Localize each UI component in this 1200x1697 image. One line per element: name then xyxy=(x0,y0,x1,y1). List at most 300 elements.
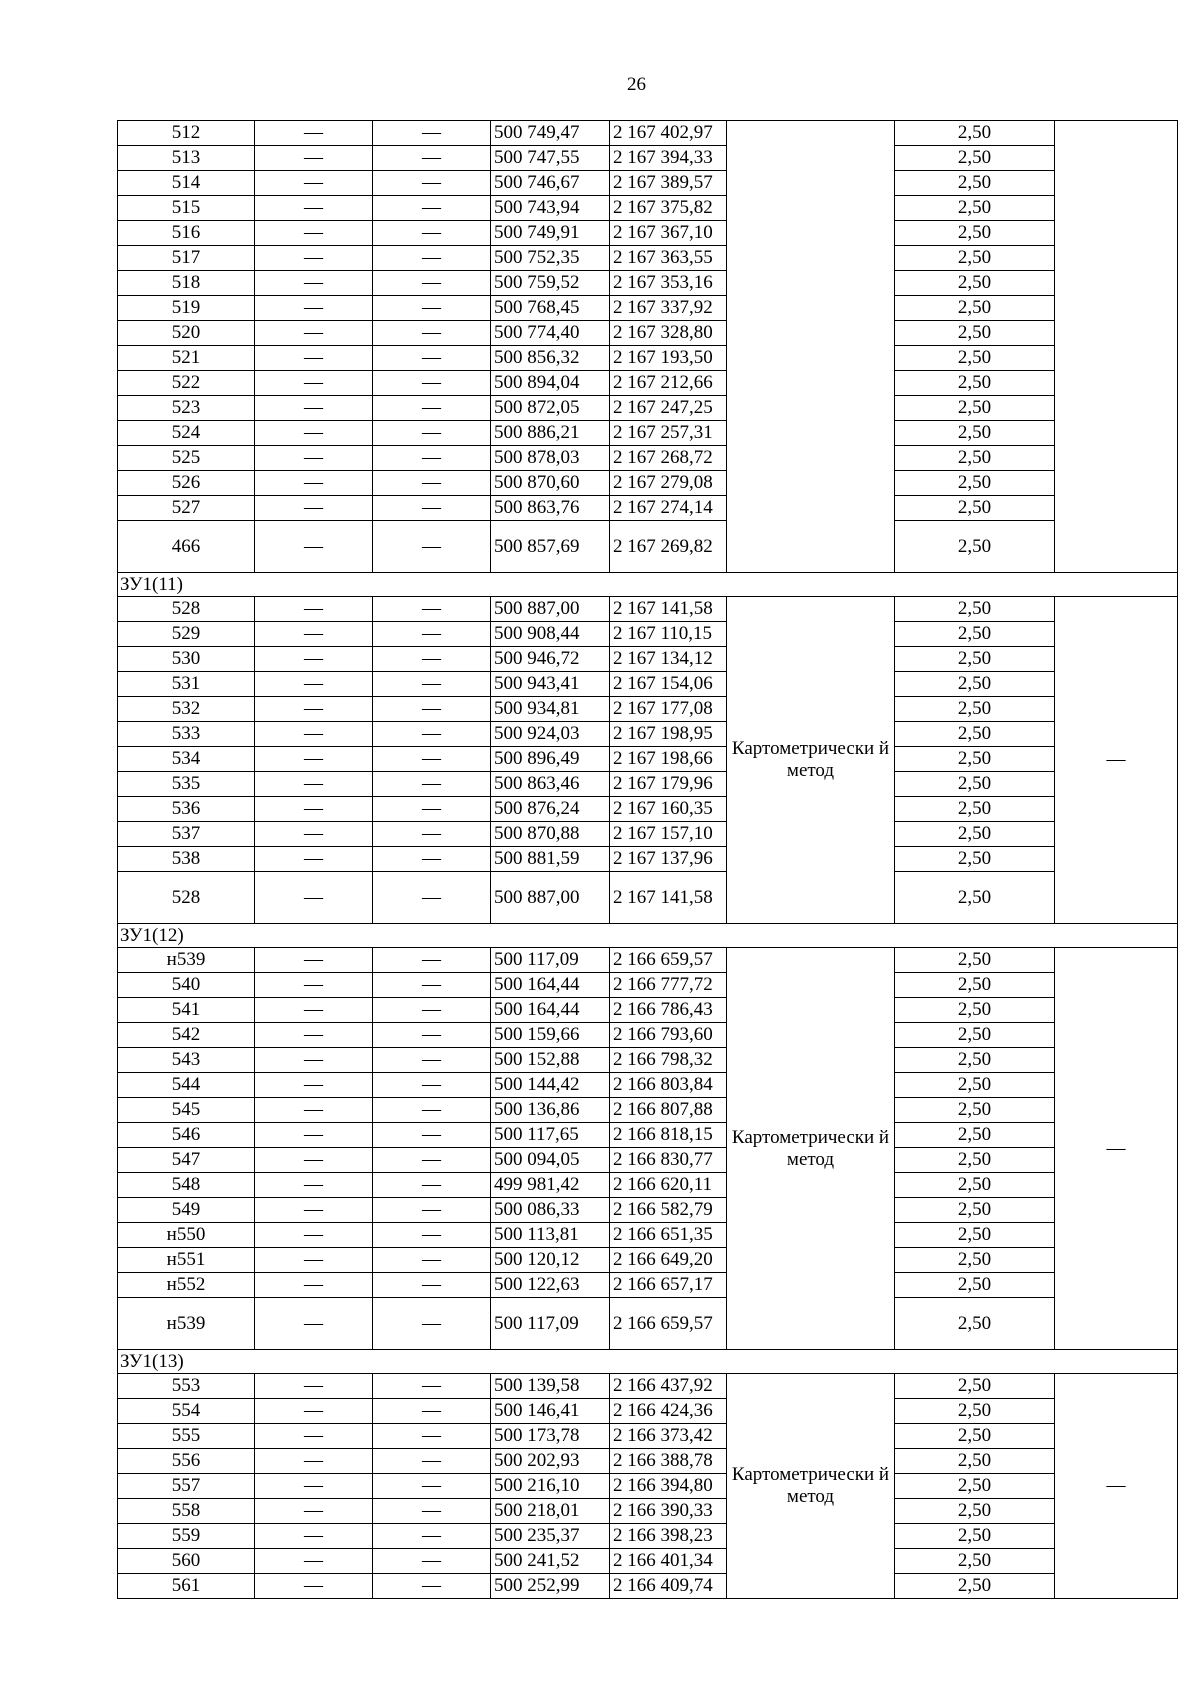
old-x-cell: — xyxy=(255,872,373,924)
table-row xyxy=(118,346,1178,371)
table-row xyxy=(118,146,1178,171)
point-number-cell: 560 xyxy=(118,1549,255,1574)
point-number-cell: 549 xyxy=(118,1198,255,1223)
new-y-cell: 2 166 401,34 xyxy=(610,1549,727,1574)
point-number-cell: 514 xyxy=(118,171,255,196)
point-number-cell: 553 xyxy=(118,1374,255,1399)
old-y-cell: — xyxy=(373,1273,491,1298)
new-x-cell: 500 136,86 xyxy=(491,1098,610,1123)
accuracy-cell: 2,50 xyxy=(895,747,1055,772)
new-y-cell: 2 167 177,08 xyxy=(610,697,727,722)
point-number-cell: 525 xyxy=(118,446,255,471)
new-x-cell: 500 122,63 xyxy=(491,1273,610,1298)
point-number-cell: н550 xyxy=(118,1223,255,1248)
extra-cell: — xyxy=(1055,597,1178,924)
old-y-cell: — xyxy=(373,421,491,446)
old-x-cell: — xyxy=(255,471,373,496)
accuracy-cell: 2,50 xyxy=(895,697,1055,722)
accuracy-cell: 2,50 xyxy=(895,221,1055,246)
old-y-cell: — xyxy=(373,371,491,396)
section-header-row xyxy=(118,924,1178,948)
old-x-cell: — xyxy=(255,1073,373,1098)
old-y-cell: — xyxy=(373,1073,491,1098)
table-row xyxy=(118,1524,1178,1549)
accuracy-cell: 2,50 xyxy=(895,1123,1055,1148)
old-y-cell: — xyxy=(373,1524,491,1549)
old-x-cell: — xyxy=(255,1198,373,1223)
new-x-cell: 500 881,59 xyxy=(491,847,610,872)
accuracy-cell: 2,50 xyxy=(895,1374,1055,1399)
accuracy-cell: 2,50 xyxy=(895,396,1055,421)
old-x-cell: — xyxy=(255,1524,373,1549)
old-x-cell: — xyxy=(255,1248,373,1273)
old-y-cell: — xyxy=(373,1248,491,1273)
point-number-cell: 517 xyxy=(118,246,255,271)
old-x-cell: — xyxy=(255,672,373,697)
point-number-cell: 542 xyxy=(118,1023,255,1048)
new-y-cell: 2 166 373,42 xyxy=(610,1424,727,1449)
old-y-cell: — xyxy=(373,396,491,421)
old-y-cell: — xyxy=(373,847,491,872)
accuracy-cell: 2,50 xyxy=(895,1399,1055,1424)
new-y-cell: 2 166 649,20 xyxy=(610,1248,727,1273)
new-y-cell: 2 167 389,57 xyxy=(610,171,727,196)
old-x-cell: — xyxy=(255,296,373,321)
table-row xyxy=(118,471,1178,496)
point-number-cell: 538 xyxy=(118,847,255,872)
section-header-row xyxy=(118,573,1178,597)
new-x-cell: 500 173,78 xyxy=(491,1424,610,1449)
accuracy-cell: 2,50 xyxy=(895,496,1055,521)
new-x-cell: 500 252,99 xyxy=(491,1574,610,1599)
old-y-cell: — xyxy=(373,722,491,747)
table-row xyxy=(118,496,1178,521)
point-number-cell: 547 xyxy=(118,1148,255,1173)
accuracy-cell: 2,50 xyxy=(895,1073,1055,1098)
new-y-cell: 2 166 657,17 xyxy=(610,1273,727,1298)
table-row xyxy=(118,421,1178,446)
old-y-cell: — xyxy=(373,1123,491,1148)
old-x-cell: — xyxy=(255,1399,373,1424)
old-y-cell: — xyxy=(373,1374,491,1399)
table-row xyxy=(118,1073,1178,1098)
new-y-cell: 2 167 141,58 xyxy=(610,872,727,924)
new-y-cell: 2 167 141,58 xyxy=(610,597,727,622)
extra-cell: — xyxy=(1055,1374,1178,1599)
table-row xyxy=(118,1173,1178,1198)
new-y-cell: 2 167 257,31 xyxy=(610,421,727,446)
old-x-cell: — xyxy=(255,1048,373,1073)
point-number-cell: 512 xyxy=(118,121,255,146)
new-y-cell: 2 167 193,50 xyxy=(610,346,727,371)
new-y-cell: 2 166 582,79 xyxy=(610,1198,727,1223)
new-x-cell: 500 218,01 xyxy=(491,1499,610,1524)
old-y-cell: — xyxy=(373,1098,491,1123)
point-number-cell: 519 xyxy=(118,296,255,321)
table-row xyxy=(118,296,1178,321)
accuracy-cell: 2,50 xyxy=(895,521,1055,573)
section-label: ЗУ1(11) xyxy=(118,573,1178,597)
new-x-cell: 500 887,00 xyxy=(491,597,610,622)
page-number: 26 xyxy=(627,74,646,95)
old-y-cell: — xyxy=(373,672,491,697)
method-cell: Картометрически й метод xyxy=(727,1374,895,1599)
point-number-cell: 537 xyxy=(118,822,255,847)
table-row xyxy=(118,948,1178,973)
new-y-cell: 2 167 110,15 xyxy=(610,622,727,647)
new-x-cell: 500 146,41 xyxy=(491,1399,610,1424)
new-y-cell: 2 166 786,43 xyxy=(610,998,727,1023)
new-x-cell: 500 908,44 xyxy=(491,622,610,647)
old-x-cell: — xyxy=(255,196,373,221)
new-y-cell: 2 166 388,78 xyxy=(610,1449,727,1474)
old-x-cell: — xyxy=(255,597,373,622)
accuracy-cell: 2,50 xyxy=(895,672,1055,697)
table-row xyxy=(118,973,1178,998)
new-y-cell: 2 166 798,32 xyxy=(610,1048,727,1073)
point-number-cell: н552 xyxy=(118,1273,255,1298)
accuracy-cell: 2,50 xyxy=(895,772,1055,797)
old-y-cell: — xyxy=(373,1048,491,1073)
accuracy-cell: 2,50 xyxy=(895,797,1055,822)
new-x-cell: 500 746,67 xyxy=(491,171,610,196)
table-row xyxy=(118,196,1178,221)
point-number-cell: 523 xyxy=(118,396,255,421)
accuracy-cell: 2,50 xyxy=(895,1223,1055,1248)
point-number-cell: 528 xyxy=(118,872,255,924)
new-y-cell: 2 167 367,10 xyxy=(610,221,727,246)
new-y-cell: 2 167 279,08 xyxy=(610,471,727,496)
old-y-cell: — xyxy=(373,948,491,973)
new-x-cell: 500 117,09 xyxy=(491,948,610,973)
old-y-cell: — xyxy=(373,1198,491,1223)
old-x-cell: — xyxy=(255,998,373,1023)
accuracy-cell: 2,50 xyxy=(895,948,1055,973)
old-y-cell: — xyxy=(373,221,491,246)
accuracy-cell: 2,50 xyxy=(895,622,1055,647)
new-y-cell: 2 166 818,15 xyxy=(610,1123,727,1148)
extra-cell: — xyxy=(1055,948,1178,1350)
old-y-cell: — xyxy=(373,1148,491,1173)
new-x-cell: 500 202,93 xyxy=(491,1449,610,1474)
old-y-cell: — xyxy=(373,622,491,647)
table-row xyxy=(118,722,1178,747)
new-x-cell: 500 863,76 xyxy=(491,496,610,521)
old-x-cell: — xyxy=(255,1499,373,1524)
new-x-cell: 500 241,52 xyxy=(491,1549,610,1574)
point-number-cell: 530 xyxy=(118,647,255,672)
table-row xyxy=(118,998,1178,1023)
accuracy-cell: 2,50 xyxy=(895,1474,1055,1499)
point-number-cell: 536 xyxy=(118,797,255,822)
table-row xyxy=(118,1399,1178,1424)
new-x-cell: 500 120,12 xyxy=(491,1248,610,1273)
table-row xyxy=(118,1574,1178,1599)
new-x-cell: 500 086,33 xyxy=(491,1198,610,1223)
new-x-cell: 500 743,94 xyxy=(491,196,610,221)
new-y-cell: 2 166 424,36 xyxy=(610,1399,727,1424)
old-y-cell: — xyxy=(373,1424,491,1449)
point-number-cell: н551 xyxy=(118,1248,255,1273)
new-x-cell: 500 878,03 xyxy=(491,446,610,471)
new-y-cell: 2 167 402,97 xyxy=(610,121,727,146)
old-x-cell: — xyxy=(255,421,373,446)
point-number-cell: 533 xyxy=(118,722,255,747)
new-x-cell: 500 876,24 xyxy=(491,797,610,822)
new-x-cell: 500 872,05 xyxy=(491,396,610,421)
point-number-cell: 561 xyxy=(118,1574,255,1599)
accuracy-cell: 2,50 xyxy=(895,1524,1055,1549)
old-x-cell: — xyxy=(255,847,373,872)
old-x-cell: — xyxy=(255,1123,373,1148)
table-row xyxy=(118,622,1178,647)
new-x-cell: 500 759,52 xyxy=(491,271,610,296)
point-number-cell: 521 xyxy=(118,346,255,371)
point-number-cell: 545 xyxy=(118,1098,255,1123)
table-row xyxy=(118,271,1178,296)
old-x-cell: — xyxy=(255,647,373,672)
new-y-cell: 2 166 807,88 xyxy=(610,1098,727,1123)
new-x-cell: 500 768,45 xyxy=(491,296,610,321)
accuracy-cell: 2,50 xyxy=(895,647,1055,672)
point-number-cell: 546 xyxy=(118,1123,255,1148)
new-x-cell: 500 117,09 xyxy=(491,1298,610,1350)
table-row xyxy=(118,1549,1178,1574)
old-x-cell: — xyxy=(255,697,373,722)
old-y-cell: — xyxy=(373,246,491,271)
method-cell: Картометрически й метод xyxy=(727,948,895,1350)
accuracy-cell: 2,50 xyxy=(895,1198,1055,1223)
table-row xyxy=(118,1424,1178,1449)
table-row xyxy=(118,1273,1178,1298)
point-number-cell: 534 xyxy=(118,747,255,772)
table-row xyxy=(118,246,1178,271)
accuracy-cell: 2,50 xyxy=(895,421,1055,446)
old-x-cell: — xyxy=(255,371,373,396)
new-y-cell: 2 166 651,35 xyxy=(610,1223,727,1248)
section-header-row xyxy=(118,1350,1178,1374)
new-x-cell: 500 870,60 xyxy=(491,471,610,496)
point-number-cell: 524 xyxy=(118,421,255,446)
table-row xyxy=(118,121,1178,146)
new-y-cell: 2 167 328,80 xyxy=(610,321,727,346)
accuracy-cell: 2,50 xyxy=(895,1173,1055,1198)
old-y-cell: — xyxy=(373,697,491,722)
old-y-cell: — xyxy=(373,346,491,371)
table-row xyxy=(118,371,1178,396)
old-y-cell: — xyxy=(373,471,491,496)
point-number-cell: 466 xyxy=(118,521,255,573)
old-y-cell: — xyxy=(373,496,491,521)
table-row xyxy=(118,171,1178,196)
new-y-cell: 2 166 620,11 xyxy=(610,1173,727,1198)
point-number-cell: 526 xyxy=(118,471,255,496)
accuracy-cell: 2,50 xyxy=(895,121,1055,146)
new-x-cell: 500 117,65 xyxy=(491,1123,610,1148)
new-x-cell: 500 164,44 xyxy=(491,998,610,1023)
old-y-cell: — xyxy=(373,1499,491,1524)
new-y-cell: 2 167 179,96 xyxy=(610,772,727,797)
accuracy-cell: 2,50 xyxy=(895,973,1055,998)
point-number-cell: н539 xyxy=(118,948,255,973)
accuracy-cell: 2,50 xyxy=(895,847,1055,872)
new-x-cell: 500 924,03 xyxy=(491,722,610,747)
new-x-cell: 500 887,00 xyxy=(491,872,610,924)
old-y-cell: — xyxy=(373,647,491,672)
new-x-cell: 500 943,41 xyxy=(491,672,610,697)
table-row xyxy=(118,697,1178,722)
accuracy-cell: 2,50 xyxy=(895,371,1055,396)
new-y-cell: 2 166 390,33 xyxy=(610,1499,727,1524)
point-number-cell: 543 xyxy=(118,1048,255,1073)
old-x-cell: — xyxy=(255,1273,373,1298)
new-x-cell: 500 752,35 xyxy=(491,246,610,271)
accuracy-cell: 2,50 xyxy=(895,1023,1055,1048)
accuracy-cell: 2,50 xyxy=(895,822,1055,847)
old-y-cell: — xyxy=(373,1023,491,1048)
accuracy-cell: 2,50 xyxy=(895,722,1055,747)
old-y-cell: — xyxy=(373,296,491,321)
accuracy-cell: 2,50 xyxy=(895,246,1055,271)
old-x-cell: — xyxy=(255,446,373,471)
method-cell: Картометрически й метод xyxy=(727,597,895,924)
old-y-cell: — xyxy=(373,196,491,221)
table-row xyxy=(118,597,1178,622)
new-x-cell: 500 235,37 xyxy=(491,1524,610,1549)
accuracy-cell: 2,50 xyxy=(895,1549,1055,1574)
table-row xyxy=(118,672,1178,697)
new-x-cell: 500 896,49 xyxy=(491,747,610,772)
old-x-cell: — xyxy=(255,521,373,573)
new-x-cell: 500 870,88 xyxy=(491,822,610,847)
accuracy-cell: 2,50 xyxy=(895,1424,1055,1449)
table-row xyxy=(118,1374,1178,1399)
point-number-cell: 522 xyxy=(118,371,255,396)
old-x-cell: — xyxy=(255,1574,373,1599)
accuracy-cell: 2,50 xyxy=(895,872,1055,924)
table-row xyxy=(118,772,1178,797)
old-y-cell: — xyxy=(373,998,491,1023)
new-x-cell: 500 774,40 xyxy=(491,321,610,346)
table-row xyxy=(118,321,1178,346)
point-number-cell: 516 xyxy=(118,221,255,246)
old-y-cell: — xyxy=(373,797,491,822)
new-y-cell: 2 166 793,60 xyxy=(610,1023,727,1048)
new-x-cell: 500 139,58 xyxy=(491,1374,610,1399)
table-row xyxy=(118,1148,1178,1173)
table-row xyxy=(118,822,1178,847)
new-x-cell: 500 164,44 xyxy=(491,973,610,998)
new-y-cell: 2 166 659,57 xyxy=(610,1298,727,1350)
new-y-cell: 2 166 398,23 xyxy=(610,1524,727,1549)
old-y-cell: — xyxy=(373,1298,491,1350)
table-row xyxy=(118,1223,1178,1248)
point-number-cell: 520 xyxy=(118,321,255,346)
new-x-cell: 500 749,91 xyxy=(491,221,610,246)
old-x-cell: — xyxy=(255,396,373,421)
table-row xyxy=(118,221,1178,246)
old-x-cell: — xyxy=(255,1374,373,1399)
new-y-cell: 2 167 154,06 xyxy=(610,672,727,697)
old-y-cell: — xyxy=(373,121,491,146)
table-row xyxy=(118,1474,1178,1499)
accuracy-cell: 2,50 xyxy=(895,271,1055,296)
new-x-cell: 500 934,81 xyxy=(491,697,610,722)
accuracy-cell: 2,50 xyxy=(895,171,1055,196)
table-body xyxy=(118,121,1178,1599)
old-x-cell: — xyxy=(255,772,373,797)
new-y-cell: 2 167 198,66 xyxy=(610,747,727,772)
new-y-cell: 2 167 363,55 xyxy=(610,246,727,271)
point-number-cell: 555 xyxy=(118,1424,255,1449)
old-x-cell: — xyxy=(255,1449,373,1474)
old-y-cell: — xyxy=(373,1399,491,1424)
table-row xyxy=(118,446,1178,471)
new-y-cell: 2 167 212,66 xyxy=(610,371,727,396)
new-y-cell: 2 166 409,74 xyxy=(610,1574,727,1599)
accuracy-cell: 2,50 xyxy=(895,296,1055,321)
new-x-cell: 500 144,42 xyxy=(491,1073,610,1098)
old-x-cell: — xyxy=(255,822,373,847)
old-y-cell: — xyxy=(373,171,491,196)
old-y-cell: — xyxy=(373,1223,491,1248)
old-y-cell: — xyxy=(373,747,491,772)
point-number-cell: 556 xyxy=(118,1449,255,1474)
old-x-cell: — xyxy=(255,1424,373,1449)
table-row xyxy=(118,847,1178,872)
new-y-cell: 2 167 269,82 xyxy=(610,521,727,573)
old-x-cell: — xyxy=(255,1223,373,1248)
old-y-cell: — xyxy=(373,146,491,171)
new-x-cell: 499 981,42 xyxy=(491,1173,610,1198)
old-x-cell: — xyxy=(255,1173,373,1198)
old-y-cell: — xyxy=(373,1173,491,1198)
new-y-cell: 2 166 394,80 xyxy=(610,1474,727,1499)
new-y-cell: 2 166 437,92 xyxy=(610,1374,727,1399)
point-number-cell: 544 xyxy=(118,1073,255,1098)
old-y-cell: — xyxy=(373,973,491,998)
table-row xyxy=(118,872,1178,924)
old-x-cell: — xyxy=(255,221,373,246)
old-x-cell: — xyxy=(255,1474,373,1499)
accuracy-cell: 2,50 xyxy=(895,998,1055,1023)
coordinates-table xyxy=(117,120,1178,1599)
table-row xyxy=(118,1123,1178,1148)
point-number-cell: 548 xyxy=(118,1173,255,1198)
new-x-cell: 500 946,72 xyxy=(491,647,610,672)
new-y-cell: 2 166 803,84 xyxy=(610,1073,727,1098)
table-row xyxy=(118,1298,1178,1350)
table-row xyxy=(118,1449,1178,1474)
new-x-cell: 500 863,46 xyxy=(491,772,610,797)
old-x-cell: — xyxy=(255,246,373,271)
new-y-cell: 2 166 777,72 xyxy=(610,973,727,998)
new-y-cell: 2 167 268,72 xyxy=(610,446,727,471)
old-x-cell: — xyxy=(255,1549,373,1574)
new-y-cell: 2 166 659,57 xyxy=(610,948,727,973)
point-number-cell: 531 xyxy=(118,672,255,697)
old-x-cell: — xyxy=(255,948,373,973)
point-number-cell: 558 xyxy=(118,1499,255,1524)
old-x-cell: — xyxy=(255,346,373,371)
table-row xyxy=(118,797,1178,822)
point-number-cell: 559 xyxy=(118,1524,255,1549)
accuracy-cell: 2,50 xyxy=(895,1048,1055,1073)
accuracy-cell: 2,50 xyxy=(895,471,1055,496)
new-x-cell: 500 094,05 xyxy=(491,1148,610,1173)
new-y-cell: 2 167 247,25 xyxy=(610,396,727,421)
old-y-cell: — xyxy=(373,1449,491,1474)
